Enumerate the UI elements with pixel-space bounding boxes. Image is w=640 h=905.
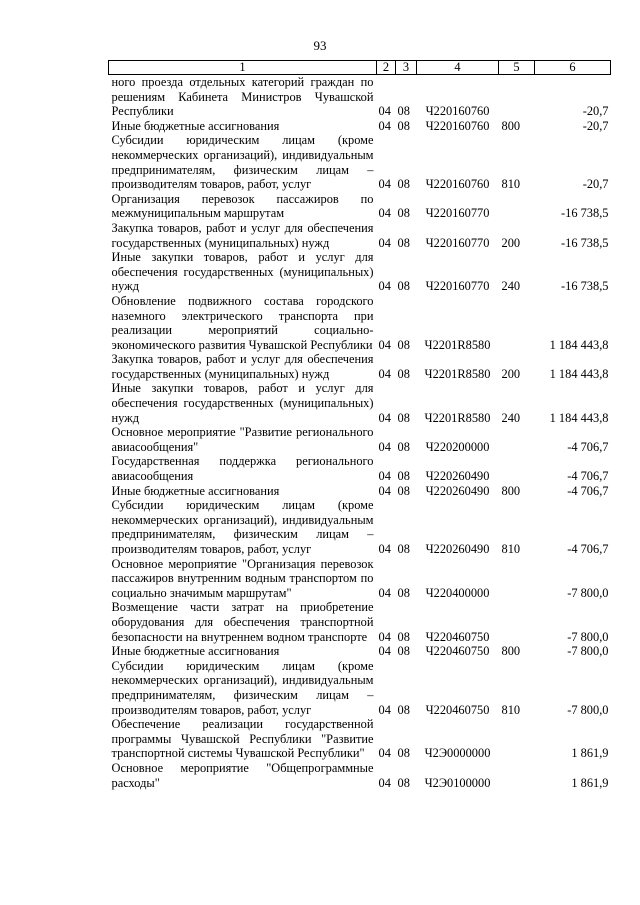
row-subsection-cell: 08	[397, 469, 410, 484]
row-target-article-cell: Ч220160760	[425, 104, 490, 119]
header-col-6: 6	[535, 61, 611, 75]
row-name-cell: Закупка товаров, работ и услуг для обеспечения государственных (муниципальных) нужд	[111, 352, 374, 381]
row-expense-type-cell: 240	[501, 410, 521, 425]
row-amount-cell: 1 184 443,8	[549, 366, 609, 381]
row-subsection-cell: 08	[397, 118, 410, 133]
row-expense-type-cell	[499, 600, 535, 644]
row-section-cell: 04	[378, 337, 391, 352]
row-expense-type-cell	[499, 75, 535, 119]
row-amount-cell: -4 706,7	[567, 483, 609, 498]
table-row	[109, 133, 611, 191]
row-amount-cell: 1 861,9	[571, 746, 609, 761]
row-amount-cell: -4 706,7	[567, 469, 609, 484]
table-row	[109, 659, 611, 717]
table-row	[109, 498, 611, 556]
table-header	[109, 61, 611, 75]
row-expense-type-cell	[499, 454, 535, 483]
header-col-1: 1	[109, 61, 377, 75]
row-expense-type-cell: 810	[501, 542, 521, 556]
table-row	[109, 600, 611, 644]
row-expense-type-cell: 200	[501, 366, 521, 381]
row-name-cell: Субсидии юридическим лицам (кроме некоммерческих организаций), индивидуальным предпринимателям, физическим лицам – производителям товаров, работ, услуг	[111, 658, 374, 717]
row-subsection-cell: 08	[397, 439, 410, 454]
row-amount-cell: -7 800,0	[567, 702, 609, 717]
row-amount-cell: -4 706,7	[567, 439, 609, 454]
row-name-cell: Основное мероприятие "Общепрограммные расходы"	[111, 760, 374, 790]
row-expense-type-cell	[499, 192, 535, 221]
row-target-article-cell: Ч220260490	[425, 542, 490, 556]
header-col-2: 2	[377, 61, 396, 75]
table-row	[109, 250, 611, 294]
row-target-article-cell: Ч2Э0000000	[424, 746, 491, 761]
row-target-article-cell: Ч2201R8580	[424, 337, 491, 352]
row-section-cell: 04	[378, 439, 391, 454]
row-amount-cell: 1 184 443,8	[549, 337, 609, 352]
row-subsection-cell: 08	[397, 746, 410, 761]
row-target-article-cell: Ч220160770	[425, 279, 490, 294]
row-subsection-cell: 08	[397, 644, 410, 659]
page-number: 93	[313, 38, 327, 53]
row-expense-type-cell: 200	[501, 235, 521, 250]
row-target-article-cell: Ч2Э0100000	[424, 775, 491, 790]
row-name-cell: Иные бюджетные ассигнования	[111, 118, 280, 133]
row-section-cell: 04	[378, 542, 391, 556]
row-name-cell: Субсидии юридическим лицам (кроме некоммерческих организаций), индивидуальным предпринимателям, физическим лицам – производителям товаров, работ, услуг	[111, 133, 374, 192]
row-expense-type-cell: 240	[501, 279, 521, 294]
row-section-cell: 04	[378, 279, 391, 294]
row-name-cell: ного проезда отдельных категорий граждан по решениям Кабинета Министров Чувашской Республики	[111, 75, 374, 119]
row-amount-cell: -16 738,5	[561, 279, 609, 294]
row-target-article-cell: Ч220200000	[425, 439, 490, 454]
row-section-cell: 04	[378, 746, 391, 761]
row-subsection-cell: 08	[397, 585, 410, 600]
row-expense-type-cell: 800	[501, 644, 521, 659]
row-amount-cell: -7 800,0	[567, 644, 609, 659]
row-amount-cell: 1 184 443,8	[549, 410, 609, 425]
table-row	[109, 717, 611, 761]
row-name-cell: Иные закупки товаров, работ и услуг для обеспечения государственных (муниципальных) нужд	[111, 381, 374, 425]
row-subsection-cell: 08	[397, 177, 410, 192]
row-amount-cell: -7 800,0	[567, 629, 609, 644]
table-body	[109, 75, 611, 791]
row-section-cell: 04	[378, 118, 391, 133]
row-amount-cell: -7 800,0	[567, 585, 609, 600]
table-row	[109, 294, 611, 352]
row-section-cell: 04	[378, 177, 391, 192]
row-expense-type-cell: 800	[501, 483, 521, 498]
row-section-cell: 04	[378, 104, 391, 119]
table-row	[109, 761, 611, 790]
row-name-cell: Обеспечение реализации государственной программы Чувашской Республики "Развитие транспортной системы Чувашской Республики"	[111, 717, 374, 761]
row-subsection-cell: 08	[397, 542, 410, 556]
row-subsection-cell: 08	[397, 279, 410, 294]
row-section-cell: 04	[378, 469, 391, 484]
header-col-3: 3	[396, 61, 417, 75]
row-subsection-cell: 08	[397, 410, 410, 425]
row-section-cell: 04	[378, 366, 391, 381]
row-subsection-cell: 08	[397, 702, 410, 717]
row-target-article-cell: Ч220460750	[425, 644, 490, 659]
header-col-5: 5	[499, 61, 535, 75]
row-section-cell: 04	[378, 410, 391, 425]
row-section-cell: 04	[378, 775, 391, 790]
row-name-cell: Иные бюджетные ассигнования	[111, 483, 280, 498]
row-subsection-cell: 08	[397, 775, 410, 790]
row-name-cell: Иные бюджетные ассигнования	[111, 644, 280, 659]
row-expense-type-cell	[499, 717, 535, 761]
table-row	[109, 192, 611, 221]
row-section-cell: 04	[378, 235, 391, 250]
row-section-cell: 04	[378, 585, 391, 600]
row-section-cell: 04	[378, 629, 391, 644]
row-amount-cell: 1 861,9	[571, 775, 609, 790]
row-expense-type-cell: 800	[501, 118, 521, 133]
table-row	[109, 75, 611, 119]
row-target-article-cell: Ч220160770	[425, 235, 490, 250]
row-subsection-cell: 08	[397, 337, 410, 352]
row-name-cell: Иные закупки товаров, работ и услуг для обеспечения государственных (муниципальных) нужд	[111, 250, 374, 294]
row-name-cell: Субсидии юридическим лицам (кроме некоммерческих организаций), индивидуальным предпринимателям, физическим лицам – производителям товаров, работ, услуг	[111, 498, 374, 556]
table-row	[109, 644, 611, 659]
table-row	[109, 557, 611, 601]
table-row	[109, 221, 611, 250]
row-target-article-cell: Ч220160770	[425, 206, 490, 221]
row-target-article-cell: Ч220460750	[425, 629, 490, 644]
row-section-cell: 04	[378, 483, 391, 498]
row-expense-type-cell	[499, 761, 535, 790]
row-amount-cell: -16 738,5	[561, 235, 609, 250]
row-target-article-cell: Ч220260490	[425, 469, 490, 484]
row-expense-type-cell	[499, 557, 535, 601]
table-row	[109, 119, 611, 134]
header-col-4: 4	[417, 61, 499, 75]
row-subsection-cell: 08	[397, 104, 410, 119]
row-subsection-cell: 08	[397, 629, 410, 644]
row-target-article-cell: Ч220400000	[425, 585, 490, 600]
row-amount-cell: -4 706,7	[567, 542, 609, 556]
table-row	[109, 381, 611, 425]
row-amount-cell: -20,7	[582, 177, 609, 192]
row-expense-type-cell	[499, 425, 535, 454]
row-target-article-cell: Ч220160760	[425, 177, 490, 192]
row-target-article-cell: Ч220160760	[425, 118, 490, 133]
row-subsection-cell: 08	[397, 235, 410, 250]
row-name-cell: Основное мероприятие "Развитие регионального авиасообщения"	[111, 425, 374, 454]
row-expense-type-cell	[499, 294, 535, 352]
row-name-cell: Основное мероприятие "Организация перевозок пассажиров внутренним водным транспортом по социально значимым маршрутам"	[111, 556, 374, 600]
row-subsection-cell: 08	[397, 483, 410, 498]
row-name-cell: Государственная поддержка регионального авиасообщения	[111, 454, 374, 484]
budget-table	[108, 60, 611, 790]
row-target-article-cell: Ч220260490	[425, 483, 490, 498]
row-subsection-cell: 08	[397, 206, 410, 221]
header-row	[109, 61, 611, 75]
table-row	[109, 352, 611, 381]
row-section-cell: 04	[378, 644, 391, 659]
row-section-cell: 04	[378, 702, 391, 717]
row-section-cell: 04	[378, 206, 391, 221]
row-expense-type-cell: 810	[501, 702, 521, 717]
row-target-article-cell: Ч220460750	[425, 702, 490, 717]
row-amount-cell: -20,7	[582, 104, 609, 119]
table-row	[109, 425, 611, 454]
row-name-cell: Возмещение части затрат на приобретение оборудования для обеспечения транспортной безопасности на внутреннем водном транспорте	[111, 600, 374, 644]
table-row	[109, 454, 611, 483]
row-name-cell: Обновление подвижного состава городского наземного электрического транспорта при реализации мероприятий социально-экономического развития Чувашской Республики	[111, 293, 374, 352]
row-amount-cell: -20,7	[582, 118, 609, 133]
row-target-article-cell: Ч2201R8580	[424, 410, 491, 425]
table-row	[109, 484, 611, 499]
row-amount-cell: -16 738,5	[561, 206, 609, 221]
row-name-cell: Организация перевозок пассажиров по межмуниципальным маршрутам	[111, 191, 374, 221]
row-name-cell: Закупка товаров, работ и услуг для обеспечения государственных (муниципальных) нужд	[111, 220, 374, 250]
row-subsection-cell: 08	[397, 366, 410, 381]
row-expense-type-cell: 810	[501, 177, 521, 192]
row-target-article-cell: Ч2201R8580	[424, 366, 491, 381]
